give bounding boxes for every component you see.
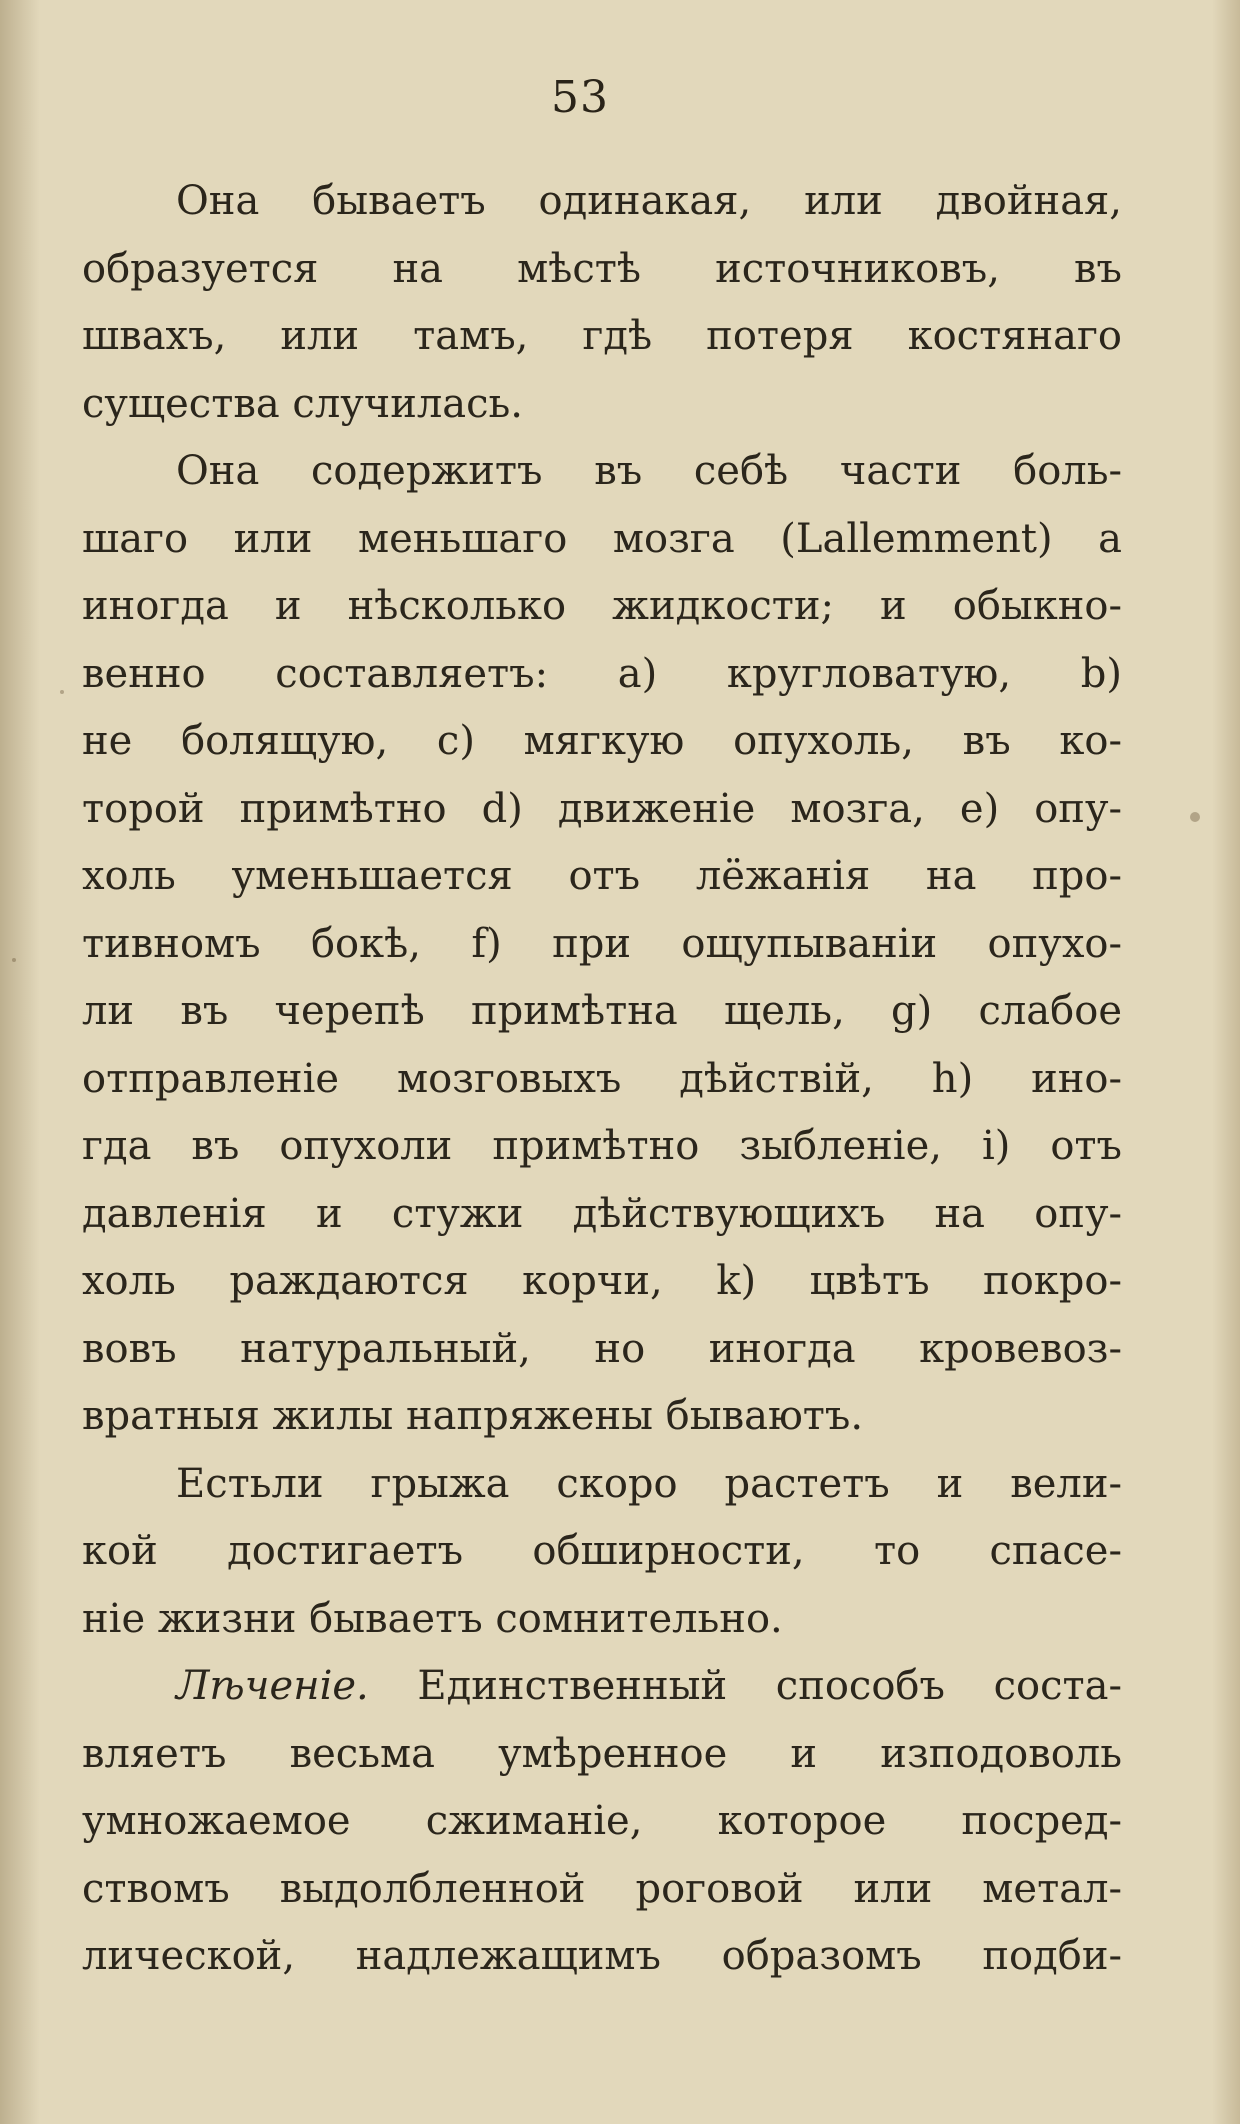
text-line: вратныя жилы напряжены бываютъ.	[82, 1393, 864, 1439]
text-line: иногда и нѣсколько жидкости; и обыкно-	[82, 583, 1122, 629]
section-heading-treatment: Лѣченiе.	[176, 1663, 369, 1709]
text-line: тивномъ бокѣ, f) при ощупыванiи опухо-	[82, 920, 1122, 967]
text-line: существа случилась.	[82, 380, 524, 427]
text-line: шаго или меньшаго мозга (Lallemment) а	[82, 515, 1122, 562]
paper-speck	[1190, 812, 1200, 822]
text-line: ли въ черепѣ примѣтна щель, g) слабое	[82, 988, 1122, 1034]
text-line: нiе жизни бываетъ сомнительно.	[82, 1595, 783, 1642]
text-line: холь уменьшается отъ лёжанiя на про-	[82, 853, 1122, 899]
text-line: вляетъ весьма умѣренное и изподоволь	[82, 1730, 1122, 1777]
text-line: торой примѣтно d) движенiе мозга, e) опу-	[82, 785, 1122, 832]
page-edge-shadow	[1212, 0, 1240, 2124]
page-gutter-shadow	[0, 0, 40, 2124]
text-line: образуется на мѣстѣ источниковъ, въ	[82, 245, 1122, 292]
text-line: Она содержитъ въ себѣ части боль-	[176, 448, 1122, 494]
paper-speck	[12, 958, 16, 962]
text-line: Естьли грыжа скоро растетъ и вели-	[176, 1460, 1122, 1507]
text-line-with-heading	[82, 1653, 1122, 1721]
text-line: давленiя и стужи дѣйствующихъ на опу-	[82, 1190, 1122, 1237]
body-text	[82, 168, 1122, 1991]
text-line: холь раждаются корчи, k) цвѣтъ покро-	[82, 1258, 1122, 1304]
text-line: кой достигаетъ обширности, то спасе-	[82, 1528, 1122, 1574]
text-line: гда въ опухоли примѣтно зыбленiе, i) отъ	[82, 1123, 1122, 1169]
text-line: лической, надлежащимъ образомъ подби-	[82, 1933, 1122, 1979]
text-line: венно составляетъ: а) кругловатую, b)	[82, 650, 1122, 697]
text-fragment: Единственный способъ соста-	[368, 1663, 1122, 1709]
paper-speck	[60, 690, 64, 694]
text-line: не болящую, c) мягкую опухоль, въ ко-	[82, 718, 1122, 764]
text-line: Она бываетъ одинакая, или двойная,	[176, 178, 1122, 224]
text-line: ствомъ выдолбленной роговой или метал-	[82, 1865, 1122, 1912]
text-line: отправленiе мозговыхъ дѣйствiй, h) ино-	[82, 1055, 1122, 1102]
text-line: швахъ, или тамъ, гдѣ потеря костянаго	[82, 313, 1122, 359]
page-number: 53	[551, 72, 609, 123]
text-line: вовъ натуральный, но иногда кровевоз-	[82, 1325, 1122, 1372]
text-line: умножаемое сжиманiе, которое посред-	[82, 1798, 1122, 1844]
